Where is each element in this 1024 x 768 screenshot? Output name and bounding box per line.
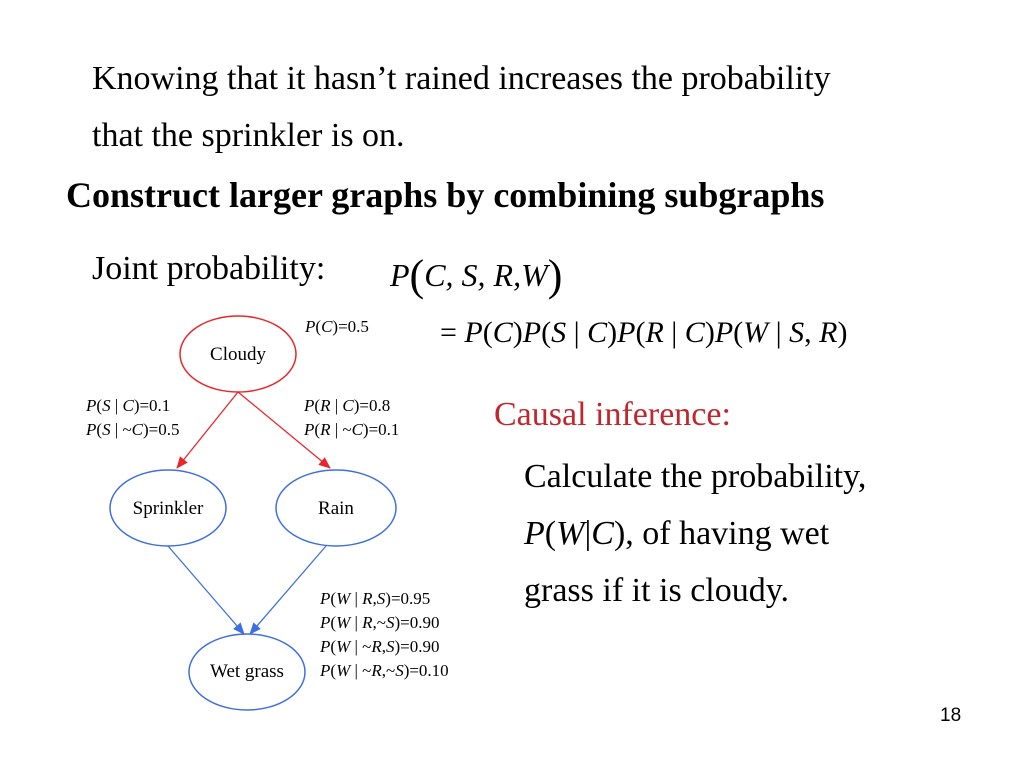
cpt-wetgrass-line-3	[319, 637, 439, 656]
math-run: )	[607, 316, 618, 349]
math-run: | ~	[350, 637, 372, 656]
math-run: (	[96, 396, 103, 415]
math-run: R	[362, 613, 373, 632]
slide-heading: Construct larger graphs by combining subgraphs	[66, 175, 825, 215]
math-run: | ~	[350, 661, 372, 680]
math-run: (	[635, 316, 646, 349]
math-run: S	[551, 316, 567, 349]
causal-inference-title: Causal inference:	[494, 396, 731, 433]
math-run: |	[584, 515, 592, 552]
math-run: R	[819, 316, 838, 349]
math-run: )=0.1	[133, 396, 171, 415]
edge-rain-wetgrass	[250, 546, 326, 634]
math-run: (	[482, 316, 493, 349]
math-run: C	[342, 396, 354, 415]
math-run: (	[330, 589, 337, 608]
math-run: )=0.90	[394, 613, 440, 632]
intro-line-1: Knowing that it hasn’t rained increases the probability	[92, 60, 831, 97]
math-run: C	[684, 316, 705, 349]
math-run: (	[315, 317, 322, 336]
math-run: (	[330, 661, 337, 680]
math-run: ), of having wet	[613, 515, 830, 552]
math-run: P	[522, 316, 542, 349]
edge-cloudy-sprinkler	[177, 392, 238, 468]
edge-sprinkler-wetgrass	[168, 546, 244, 634]
math-run: (	[314, 420, 321, 439]
math-run: (	[541, 316, 552, 349]
math-run: |	[350, 589, 363, 608]
math-run: )=0.10	[403, 661, 449, 680]
cpt-wetgrass-line-1	[319, 589, 430, 608]
math-run: |	[330, 396, 343, 415]
causal-line-3: grass if it is cloudy.	[524, 572, 790, 609]
math-run: S	[102, 420, 111, 439]
math-run: P	[524, 515, 545, 552]
cpt-wetgrass	[319, 589, 449, 680]
math-run: )	[704, 316, 715, 349]
node-cloudy-label: Cloudy	[210, 344, 266, 365]
math-run: W	[336, 661, 351, 680]
math-run: )	[512, 316, 523, 349]
joint-lhs-open-paren: (	[409, 251, 425, 300]
math-run: (	[314, 396, 321, 415]
cpt-sprinkler-line-1	[85, 396, 170, 415]
math-run: C	[321, 317, 333, 336]
math-run: (	[733, 316, 744, 349]
math-run: P	[86, 396, 97, 415]
math-run: W	[556, 515, 585, 552]
math-run: |	[663, 316, 685, 349]
math-run: R	[320, 420, 331, 439]
math-run: P	[304, 420, 315, 439]
math-run: P	[320, 613, 331, 632]
joint-lhs-p: P	[390, 257, 410, 293]
math-run: | ~	[110, 420, 132, 439]
math-run: R	[645, 316, 664, 349]
math-run: |	[566, 316, 588, 349]
math-run: ,~	[372, 613, 386, 632]
node-sprinkler-label: Sprinkler	[132, 498, 204, 519]
math-run: R	[320, 396, 331, 415]
math-run: =	[440, 316, 465, 349]
math-run: ,~	[381, 661, 396, 680]
math-run: S	[102, 396, 111, 415]
math-run: S	[376, 589, 386, 608]
cpt-rain-line-1	[303, 396, 390, 415]
math-run: S	[385, 637, 395, 656]
math-run: P	[464, 316, 483, 349]
math-run: W	[743, 316, 769, 349]
math-run: (	[330, 613, 337, 632]
causal-line-1: Calculate the probability,	[524, 458, 867, 495]
math-run: ,	[381, 637, 386, 656]
math-run: P	[617, 316, 636, 349]
math-run: )=0.90	[394, 637, 440, 656]
cpt-wetgrass-line-4	[319, 661, 449, 680]
cpt-cloudy	[304, 317, 369, 336]
math-run: S	[789, 316, 805, 349]
math-run: P	[320, 589, 331, 608]
math-run: P	[305, 317, 316, 336]
intro-line-2: that the sprinkler is on.	[92, 117, 405, 154]
page-number: 18	[940, 705, 962, 726]
math-run: P	[320, 637, 331, 656]
joint-lhs-close-paren: )	[547, 251, 563, 300]
math-run: W	[336, 637, 351, 656]
math-run: (	[96, 420, 103, 439]
math-run: C	[131, 420, 144, 439]
causal-line-2	[524, 505, 866, 562]
math-run: R	[371, 637, 382, 656]
math-run: )=0.1	[362, 420, 400, 439]
math-run: W	[336, 589, 351, 608]
math-run: | ~	[330, 420, 352, 439]
joint-probability-label: Joint probability:	[92, 250, 326, 287]
math-run: (	[330, 637, 337, 656]
joint-lhs-vars: C, S, R,W	[424, 257, 548, 293]
math-run: |	[110, 396, 123, 415]
math-run: )=0.95	[385, 589, 431, 608]
math-run: C	[122, 396, 134, 415]
math-run: P	[714, 316, 734, 349]
math-run: )=0.8	[353, 396, 391, 415]
cpt-wetgrass-line-2	[319, 613, 439, 632]
math-run: (	[544, 515, 557, 552]
cpt-sprinkler	[85, 396, 180, 439]
math-run: C	[492, 316, 513, 349]
math-run: W	[336, 613, 351, 632]
cpt-cloudy-line	[304, 317, 369, 336]
node-wetgrass-label: Wet grass	[210, 661, 284, 682]
math-run: |	[768, 316, 790, 349]
math-run: S	[385, 613, 395, 632]
math-run: ,	[804, 316, 820, 349]
math-run: )=0.5	[143, 420, 180, 439]
cpt-sprinkler-line-2	[85, 420, 180, 439]
math-run: ,	[372, 589, 377, 608]
math-run: P	[320, 661, 331, 680]
math-run: C	[591, 515, 614, 552]
math-run: S	[395, 661, 404, 680]
math-run: P	[86, 420, 97, 439]
cpt-rain	[303, 396, 399, 439]
node-rain-label: Rain	[318, 498, 354, 519]
math-run: P	[304, 396, 315, 415]
math-run: C	[351, 420, 363, 439]
math-run: R	[362, 589, 373, 608]
cpt-rain-line-2	[303, 420, 399, 439]
math-run: C	[587, 316, 608, 349]
math-run: |	[350, 613, 363, 632]
math-run: )	[837, 316, 848, 349]
math-run: R	[371, 661, 382, 680]
causal-inference-body	[524, 448, 866, 619]
math-run: )=0.5	[332, 317, 369, 336]
